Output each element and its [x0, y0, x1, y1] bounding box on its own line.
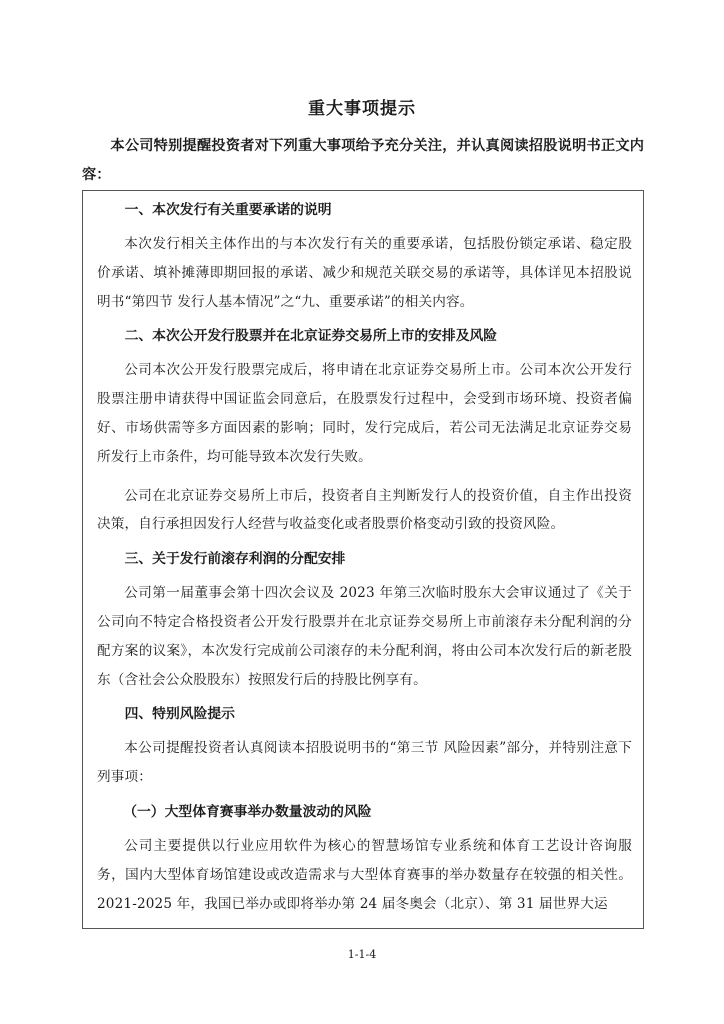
section-heading-1: 一、本次发行有关重要承诺的说明	[124, 202, 332, 218]
section-1-paragraph: 本次发行相关主体作出的与本次发行有关的重要承诺，包括股份锁定承诺、稳定股价承诺、填补摊薄即期回报的承诺、减少和规范关联交易的承诺等，具体详见本招股说明书“第四节 发行人基本情况”之“九、重要承诺”的相关内容。	[97, 236, 632, 310]
section-2-paragraph-2: 公司在北京证券交易所上市后，投资者自主判断发行人的投资价值，自主作出投资决策，自行承担因发行人经营与收益变化或者股票价格变动引致的投资风险。	[97, 487, 632, 533]
intro-paragraph: 本公司特别提醒投资者对下列重大事项给予充分关注，并认真阅读招股说明书正文内容：	[82, 138, 644, 183]
section-3-paragraph: 公司第一届董事会第十四次会议及 2023 年第三次临时股东大会审议通过了《关于公司向不特定合格投资者公开发行股票并在北京证券交易所上市前滚存未分配利润的分配方案的议案》，本次发行完成前公司滚存的未分配利润，将由公司本次发行后的新老股东（含社会公众股股东）按照发行后的持股比例享有。	[97, 585, 632, 688]
subsection-paragraph: 公司主要提供以行业应用软件为核心的智慧场馆专业系统和体育工艺设计咨询服务，国内大型体育场馆建设或改造需求与大型体育赛事的举办数量存在较强的相关性。2021-2025 年，我国已举办或即将举办第 24 届冬奥会（北京）、第 31 届世界大运	[97, 837, 632, 912]
content-box-inner	[83, 191, 643, 918]
content-box	[82, 190, 644, 929]
page-title: 重大事项提示	[308, 99, 416, 119]
section-4-paragraph: 本公司提醒投资者认真阅读本招股说明书的“第三节 风险因素”部分，并特别注意下列事项：	[97, 740, 632, 786]
section-2-paragraph-1: 公司本次公开发行股票完成后，将申请在北京证券交易所上市。公司本次公开发行股票注册申请获得中国证监会同意后，在股票发行过程中，会受到市场环境、投资者偏好、市场供需等多方面因素的影响；同时，发行完成后，若公司无法满足北京证券交易所发行上市条件，均可能导致本次发行失败。	[97, 362, 632, 465]
page-number: 1-1-4	[347, 948, 377, 961]
section-heading-2: 二、本次公开发行股票并在北京证券交易所上市的安排及风险	[124, 328, 498, 345]
section-heading-3: 三、关于发行前滚存利润的分配安排	[124, 551, 346, 568]
section-heading-4: 四、特别风险提示	[124, 706, 235, 723]
subsection-heading: （一）大型体育赛事举办数量波动的风险	[123, 803, 372, 820]
